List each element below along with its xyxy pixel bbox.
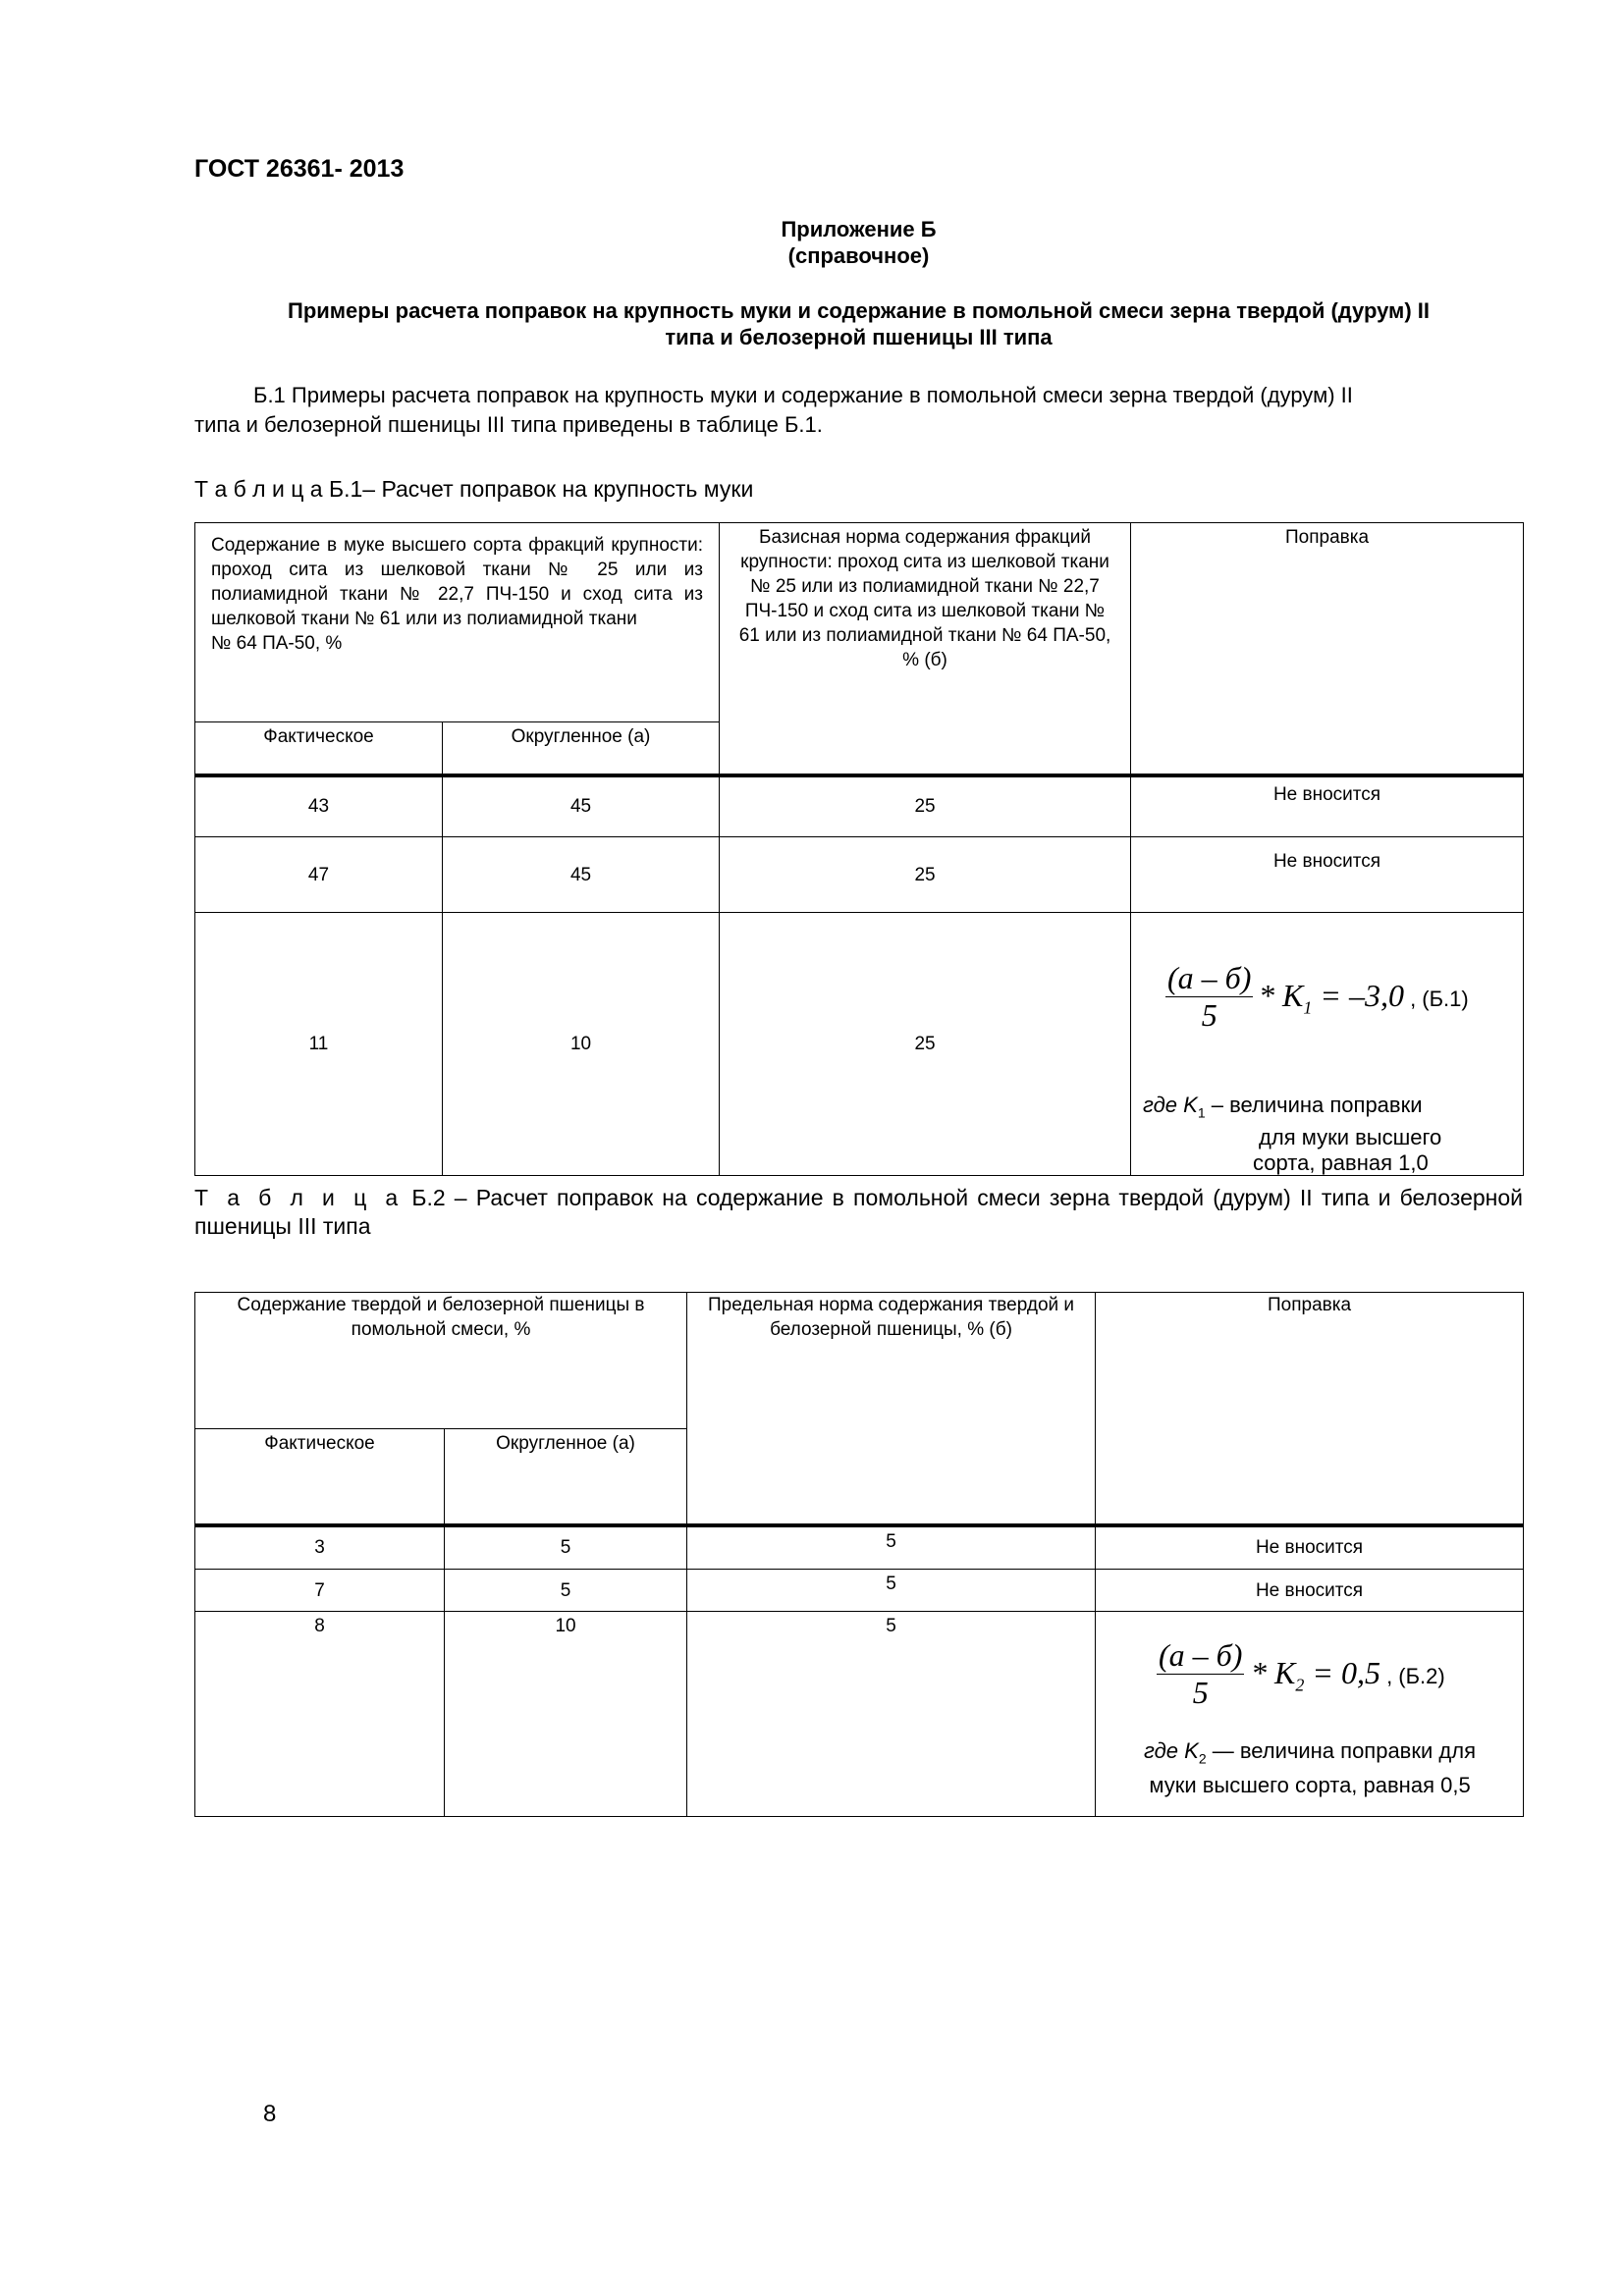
table2-formula-k: * K bbox=[1251, 1655, 1296, 1690]
table1-formula-numerator: (а – б) bbox=[1167, 960, 1252, 995]
page-number: 8 bbox=[263, 2101, 277, 2127]
table2-cell-actual: 8 bbox=[195, 1612, 445, 1817]
table2-header-rounded: Округленное (а) bbox=[445, 1429, 687, 1525]
table1-cell-actual: 47 bbox=[195, 837, 443, 913]
table1-caption bbox=[194, 476, 753, 503]
table1-cell-base: 25 bbox=[720, 913, 1131, 1176]
table1-formula-expression bbox=[1259, 978, 1469, 1020]
table-row bbox=[195, 837, 1524, 913]
table-row bbox=[195, 1612, 1524, 1817]
table1-cell-actual: 11 bbox=[195, 913, 443, 1176]
appendix-subtitle: (справочное) bbox=[787, 243, 930, 268]
table1-formula-fraction bbox=[1165, 962, 1253, 1031]
table1-header-actual: Фактическое bbox=[195, 722, 443, 775]
table2-formula-expression bbox=[1251, 1655, 1445, 1697]
table-row bbox=[195, 1570, 1524, 1612]
table2-formula-numerator: (а – б) bbox=[1159, 1637, 1243, 1673]
table1-header-content-tail: № 64 ПА-50, % bbox=[211, 633, 343, 654]
table2-note-line2: муки высшего сорта, равная 0,5 bbox=[1149, 1773, 1471, 1798]
table1-caption-text: Б.1– Расчет поправок на крупность муки bbox=[328, 476, 754, 502]
table2-formula-label: , (Б.2) bbox=[1380, 1664, 1445, 1688]
table1-note-line3: сорта, равная 1,0 bbox=[1253, 1150, 1429, 1176]
table1-formula-k: * K bbox=[1259, 978, 1304, 1013]
table-row bbox=[195, 775, 1524, 837]
appendix-title: Приложение Б bbox=[781, 217, 937, 241]
table2-cell-rounded: 5 bbox=[445, 1525, 687, 1570]
table1-header-rounded: Округленное (а) bbox=[443, 722, 720, 775]
table2-cell-formula bbox=[1096, 1612, 1524, 1817]
table1-header-correction: Поправка bbox=[1131, 523, 1524, 775]
appendix-heading-line2: типа и белозерной пшеницы III типа bbox=[665, 325, 1053, 349]
table2-note-index: 2 bbox=[1198, 1750, 1207, 1767]
table2-note-line1: — величина поправки для bbox=[1206, 1738, 1476, 1763]
table1-note-lead: где K bbox=[1143, 1093, 1198, 1117]
table1-cell-rounded: 45 bbox=[443, 837, 720, 913]
appendix-heading-line1: Примеры расчета поправок на крупность муки и содержание в помольной смеси зерна твердой (дурум) II bbox=[288, 298, 1430, 323]
table1-cell-rounded: 10 bbox=[443, 913, 720, 1176]
table2-caption bbox=[194, 1184, 1523, 1241]
table1-note-line1: – величина поправки bbox=[1205, 1093, 1423, 1117]
table1-cell-formula bbox=[1131, 913, 1524, 1176]
table1-header-content-text: Содержание в муке высшего сорта фракций крупности: проход сита из шелковой ткани № 25 или из полиамидной ткани № 22,7 ПЧ-150 и сход сита из шелковой ткани № 61 или из полиамидной ткани bbox=[211, 535, 704, 629]
paragraph-line1: Б.1 Примеры расчета поправок на крупность муки и содержание в помольной смеси зерна твердой (дурум) II bbox=[253, 383, 1353, 407]
table1-caption-label: Т а б л и ц а bbox=[194, 476, 323, 502]
table1-formula-label: , (Б.1) bbox=[1403, 987, 1469, 1011]
table1-formula-result: = –3,0 bbox=[1312, 978, 1404, 1013]
table2-caption-text: Б.2 – Расчет поправок на содержание в помольной смеси зерна твердой (дурум) II типа и белозерной пшеницы III типа bbox=[194, 1185, 1524, 1239]
table2-header-content: Содержание твердой и белозерной пшеницы в помольной смеси, % bbox=[195, 1293, 687, 1429]
table2-cell-correction: Не вносится bbox=[1096, 1570, 1524, 1612]
table2-header-actual: Фактическое bbox=[195, 1429, 445, 1525]
paragraph-line2: типа и белозерной пшеницы III типа приведены в таблице Б.1. bbox=[194, 412, 823, 437]
table1-cell-correction: Не вносится bbox=[1131, 775, 1524, 837]
table2-formula-result: = 0,5 bbox=[1304, 1655, 1380, 1690]
table2-formula-denominator: 5 bbox=[1192, 1675, 1209, 1710]
table2-cell-correction: Не вносится bbox=[1096, 1525, 1524, 1570]
table1-cell-actual: 43 bbox=[195, 775, 443, 837]
table2-cell-limit: 5 bbox=[687, 1525, 1096, 1570]
table1-cell-base: 25 bbox=[720, 837, 1131, 913]
table2 bbox=[194, 1292, 1524, 1817]
table2-cell-rounded: 10 bbox=[445, 1612, 687, 1817]
table2-note-lead: где K bbox=[1144, 1738, 1199, 1763]
document-header: ГОСТ 26361- 2013 bbox=[194, 155, 405, 183]
table1-header-content bbox=[195, 523, 720, 722]
table1-formula-denominator: 5 bbox=[1201, 997, 1217, 1033]
table1-note-line2: для муки высшего bbox=[1259, 1125, 1442, 1150]
table2-note bbox=[1096, 1737, 1524, 1798]
table2-cell-limit: 5 bbox=[687, 1570, 1096, 1612]
table1-cell-rounded: 45 bbox=[443, 775, 720, 837]
table1-note-index: 1 bbox=[1197, 1104, 1206, 1121]
table-row bbox=[195, 913, 1524, 1176]
table2-formula-k-index: 2 bbox=[1295, 1675, 1305, 1695]
table2-cell-limit: 5 bbox=[687, 1612, 1096, 1817]
table1-header-base: Базисная норма содержания фракций крупности: проход сита из шелковой ткани № 25 или из полиамидной ткани № 22,7 ПЧ-150 и сход сита из шелковой ткани № 61 или из полиамидной ткани № 64 ПА-50, % (б) bbox=[720, 523, 1131, 775]
table2-caption-label: Т а б л и ц а bbox=[194, 1185, 404, 1210]
table2-cell-rounded: 5 bbox=[445, 1570, 687, 1612]
table-row bbox=[195, 1525, 1524, 1570]
table2-cell-actual: 3 bbox=[195, 1525, 445, 1570]
table2-cell-actual: 7 bbox=[195, 1570, 445, 1612]
table2-formula-fraction bbox=[1157, 1639, 1244, 1708]
table1-note bbox=[1143, 1093, 1441, 1176]
table1-cell-correction: Не вносится bbox=[1131, 837, 1524, 913]
table2-header-correction: Поправка bbox=[1096, 1293, 1524, 1525]
table1 bbox=[194, 522, 1524, 1176]
table1-cell-base: 25 bbox=[720, 775, 1131, 837]
table2-header-limit: Предельная норма содержания твердой и белозерной пшеницы, % (б) bbox=[687, 1293, 1096, 1525]
table1-formula-k-index: 1 bbox=[1303, 997, 1313, 1018]
